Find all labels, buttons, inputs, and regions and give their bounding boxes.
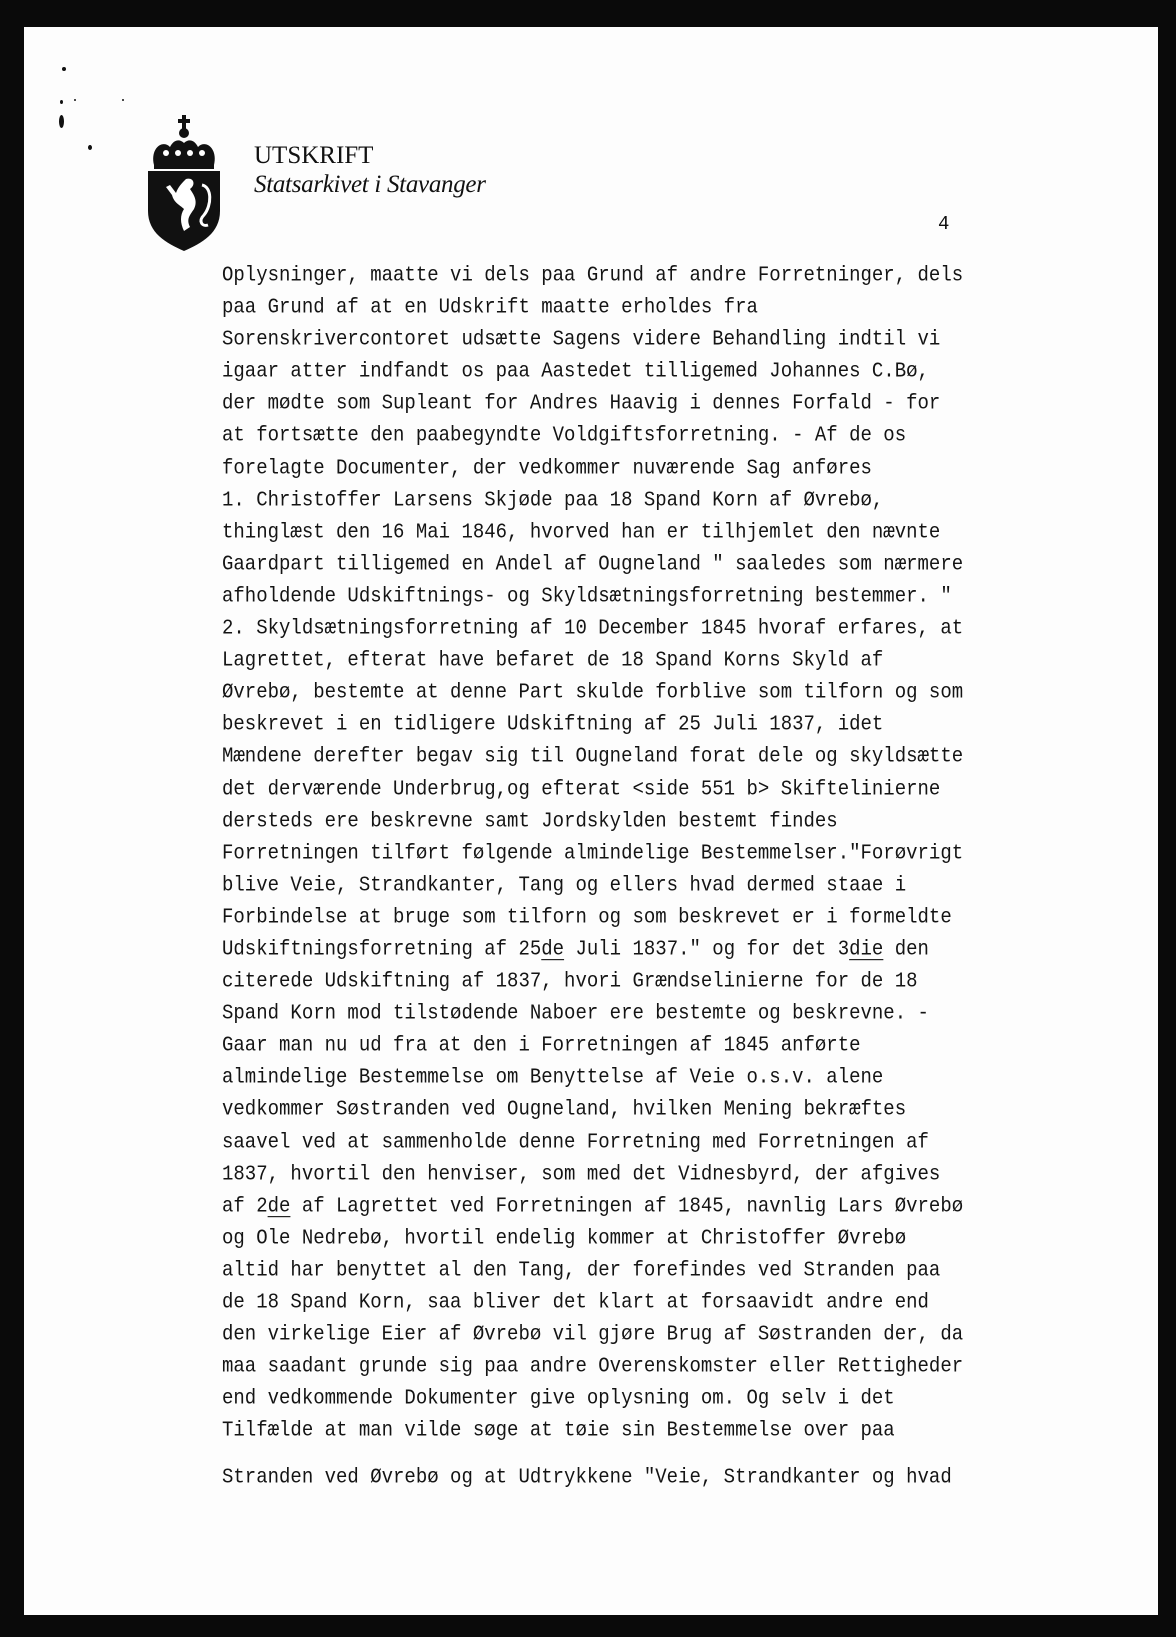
- text-line: Øvrebø, bestemte at denne Part skulde forblive som tilforn og som: [222, 679, 964, 705]
- text-line: Spand Korn mod tilstødende Naboer ere bestemte og beskrevne. -: [222, 1000, 929, 1026]
- text-line: afholdende Udskiftnings- og Skyldsætningsforretning bestemmer. ": [222, 583, 952, 609]
- page-number: 4: [938, 213, 950, 235]
- text-line: saavel ved at sammenholde denne Forretning med Forretningen af: [222, 1129, 929, 1154]
- header-title: UTSKRIFT: [254, 142, 374, 169]
- text-segment: af Lagrettet ved Forretningen af 1845, navnlig Lars Øvrebø: [290, 1193, 964, 1219]
- underlined-text: die: [849, 936, 884, 962]
- text-line: Forretningen tilført følgende almindelige Bestemmelser."Forøvrigt: [222, 840, 964, 866]
- underlined-text: de: [267, 1193, 291, 1219]
- text-line: Stranden ved Øvrebø og at Udtrykkene "Veie, Strandkanter og hvad: [222, 1465, 952, 1490]
- text-line: 2. Skyldsætningsforretning af 10 December 1845 hvoraf erfares, at: [222, 615, 964, 641]
- text-line: og Ole Nedrebø, hvortil endelig kommer at Christoffer Øvrebø: [222, 1225, 907, 1251]
- text-line: maa saadant grunde sig paa andre Overenskomster eller Rettigheder: [222, 1353, 964, 1379]
- text-line: [222, 931, 1142, 967]
- document-body: [222, 259, 1142, 1494]
- text-line: almindelige Bestemmelse om Benyttelse af Veie o.s.v. alene: [222, 1065, 884, 1090]
- text-line: 1837, hvortil den henviser, som med det Vidnesbyrd, der afgives: [222, 1161, 941, 1186]
- text-line: Tilfælde at man vilde søge at tøie sin Bestemmelse over paa: [222, 1418, 895, 1443]
- text-line: 1. Christoffer Larsens Skjøde paa 18 Spand Korn af Øvrebø,: [222, 487, 884, 512]
- underlined-text: de: [541, 936, 565, 962]
- text-line: Gaardpart tilligemed en Andel af Ougneland " saaledes som nærmere: [222, 551, 964, 577]
- text-segment: Udskiftningsforretning af 25: [222, 936, 542, 962]
- coat-of-arms-emblem: [146, 115, 222, 251]
- document-page: [24, 27, 1158, 1615]
- text-line: thinglæst den 16 Mai 1846, hvorved han er tilhjemlet den nævnte: [222, 519, 941, 545]
- text-line: forelagte Documenter, der vedkommer nuværende Sag anføres: [222, 455, 872, 480]
- text-line: paa Grund af at en Udskrift maatte erholdes fra: [222, 294, 758, 320]
- text-line: Sorenskrivercontoret udsætte Sagens videre Behandling indtil vi: [222, 326, 941, 352]
- text-line: dersteds ere beskrevne samt Jordskylden bestemt findes: [222, 808, 838, 833]
- header-subtitle: Statsarkivet i Stavanger: [254, 171, 486, 198]
- text-line: Oplysninger, maatte vi dels paa Grund af andre Forretninger, dels: [222, 262, 964, 288]
- text-line: [222, 1188, 1142, 1224]
- text-line: Gaar man nu ud fra at den i Forretningen af 1845 anførte: [222, 1032, 861, 1058]
- text-line: beskrevet i en tidligere Udskiftning af 25 Juli 1837, idet: [222, 711, 884, 737]
- text-segment: den: [883, 936, 929, 962]
- text-line: igaar atter indfandt os paa Aastedet tilligemed Johannes C.Bø,: [222, 358, 929, 384]
- text-line: vedkommer Søstranden ved Ougneland, hvilken Mening bekræftes: [222, 1097, 907, 1122]
- text-line: de 18 Spand Korn, saa bliver det klart at forsaavidt andre end: [222, 1289, 929, 1315]
- text-line: citerede Udskiftning af 1837, hvori Grændselinierne for de 18: [222, 968, 918, 994]
- text-line: altid har benyttet al den Tang, der forefindes ved Stranden paa: [222, 1257, 941, 1283]
- text-line: der mødte som Supleant for Andres Haavig i dennes Forfald - for: [222, 391, 941, 416]
- text-segment: af 2: [222, 1193, 268, 1219]
- text-line: Lagrettet, efterat have befaret de 18 Spand Korns Skyld af: [222, 647, 884, 673]
- text-segment: Juli 1837." og for det 3: [564, 936, 850, 962]
- text-line: end vedkommende Dokumenter give oplysning om. Og selv i det: [222, 1385, 895, 1411]
- text-line: den virkelige Eier af Øvrebø vil gjøre Brug af Søstranden der, da: [222, 1321, 964, 1347]
- text-line: Mændene derefter begav sig til Ougneland forat dele og skyldsætte: [222, 744, 964, 769]
- text-line: blive Veie, Strandkanter, Tang og ellers hvad dermed staae i: [222, 872, 907, 898]
- text-line: at fortsætte den paabegyndte Voldgiftsforretning. - Af de os: [222, 423, 907, 448]
- text-line: det derværende Underbrug,og efterat <side 551 b> Skiftelinierne: [222, 776, 941, 801]
- text-line: Forbindelse at bruge som tilforn og som beskrevet er i formeldte: [222, 904, 952, 930]
